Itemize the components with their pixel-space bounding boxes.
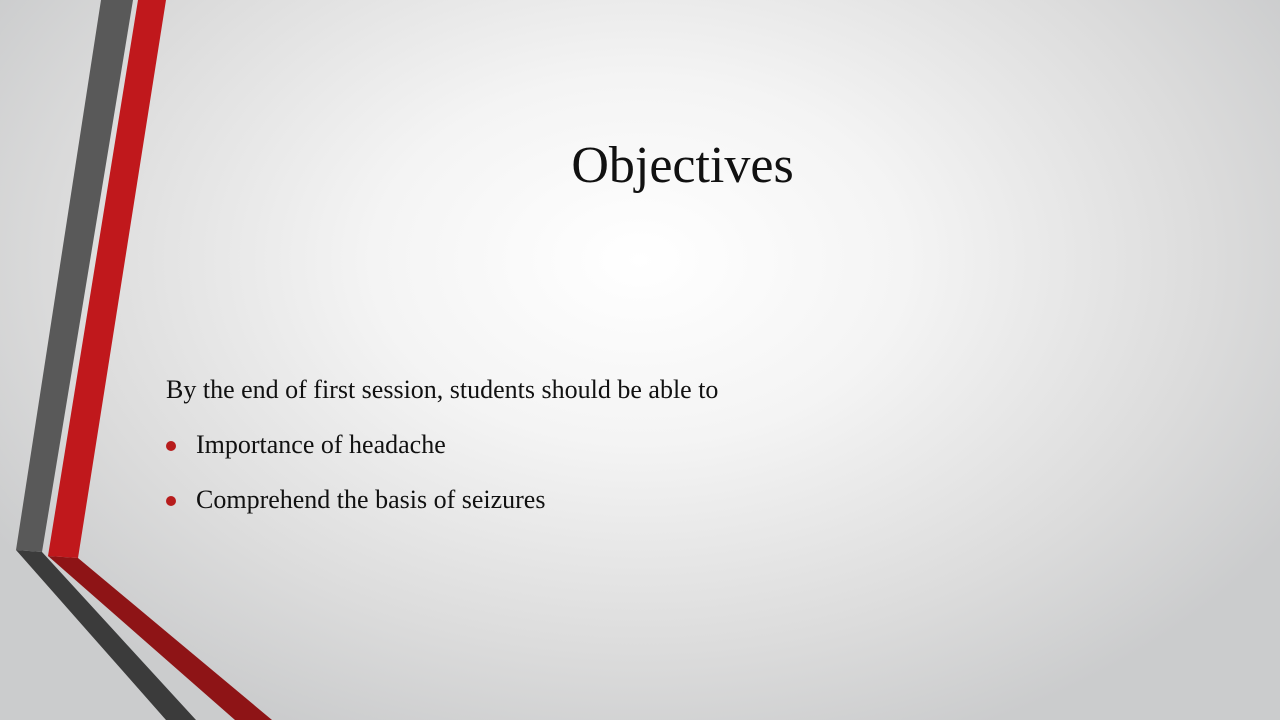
list-item xyxy=(166,426,1166,464)
bullet-icon xyxy=(166,496,176,506)
intro-text: By the end of first session, students should be able to xyxy=(166,375,719,404)
list-item xyxy=(166,481,1166,519)
bullet-icon xyxy=(166,441,176,451)
bullet-text: Importance of headache xyxy=(196,430,446,459)
slide-title: Objectives xyxy=(571,137,794,194)
bullet-text: Comprehend the basis of seizures xyxy=(196,485,546,514)
slide-body xyxy=(166,371,1166,519)
bullet-list xyxy=(166,426,1166,519)
